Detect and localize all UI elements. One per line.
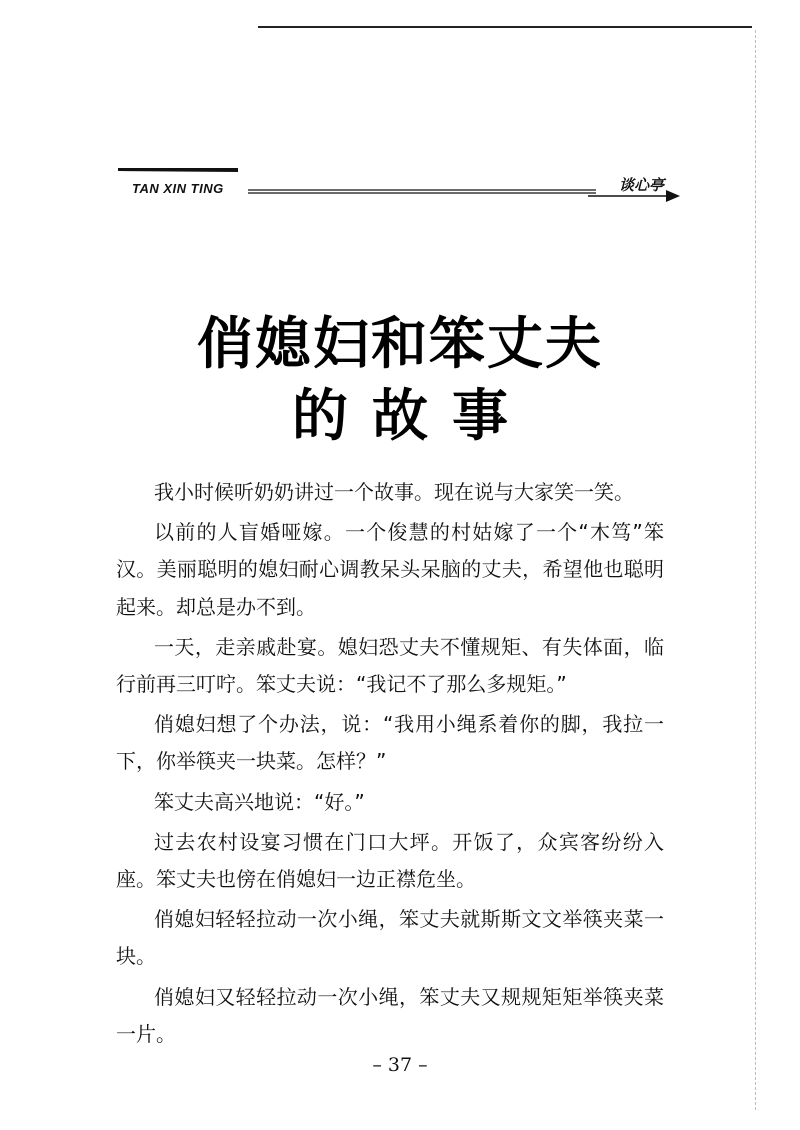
article-body	[116, 474, 664, 1056]
paragraph: 我小时候听奶奶讲过一个故事。现在说与大家笑一笑。	[154, 480, 634, 504]
page-edge-line	[755, 30, 756, 1110]
header-pinyin: TAN XIN TING	[132, 181, 224, 196]
title-line-1: 俏媳妇和笨丈夫	[197, 312, 603, 378]
paragraph: 俏媳妇想了个办法，说：“我用小绳系着你的脚，我拉一下，你举筷夹一块菜。怎样？”	[116, 712, 664, 774]
column-header	[118, 162, 684, 202]
article-title	[0, 309, 800, 453]
paragraph: 俏媳妇又轻轻拉动一次小绳，笨丈夫又规规矩矩举筷夹菜一片。	[116, 984, 664, 1046]
paragraph: 笨丈夫高兴地说：“好。”	[154, 789, 365, 814]
header-column-name: 谈心亭	[618, 176, 664, 194]
paragraph: 俏媳妇轻轻拉动一次小绳，笨丈夫就斯斯文文举筷夹菜一块。	[116, 907, 664, 969]
title-line-2: 的故事	[292, 384, 532, 450]
paragraph: 过去农村设宴习惯在门口大坪。开饭了，众宾客纷纷入座。笨丈夫也傍在俏媳妇一边正襟危坐。	[116, 829, 664, 892]
paragraph: 一天，走亲戚赴宴。媳妇恐丈夫不懂规矩、有失体面，临行前再三叮咛。笨丈夫说：“我记不了那么多规矩。”	[116, 634, 664, 697]
paragraph: 以前的人盲婚哑嫁。一个俊慧的村姑嫁了一个“木笃”笨汉。美丽聪明的媳妇耐心调教呆头呆脑的丈夫，希望他也聪明起来。却总是办不到。	[116, 520, 664, 619]
top-rule	[258, 26, 752, 28]
page-number: – 37 –	[372, 1054, 428, 1076]
